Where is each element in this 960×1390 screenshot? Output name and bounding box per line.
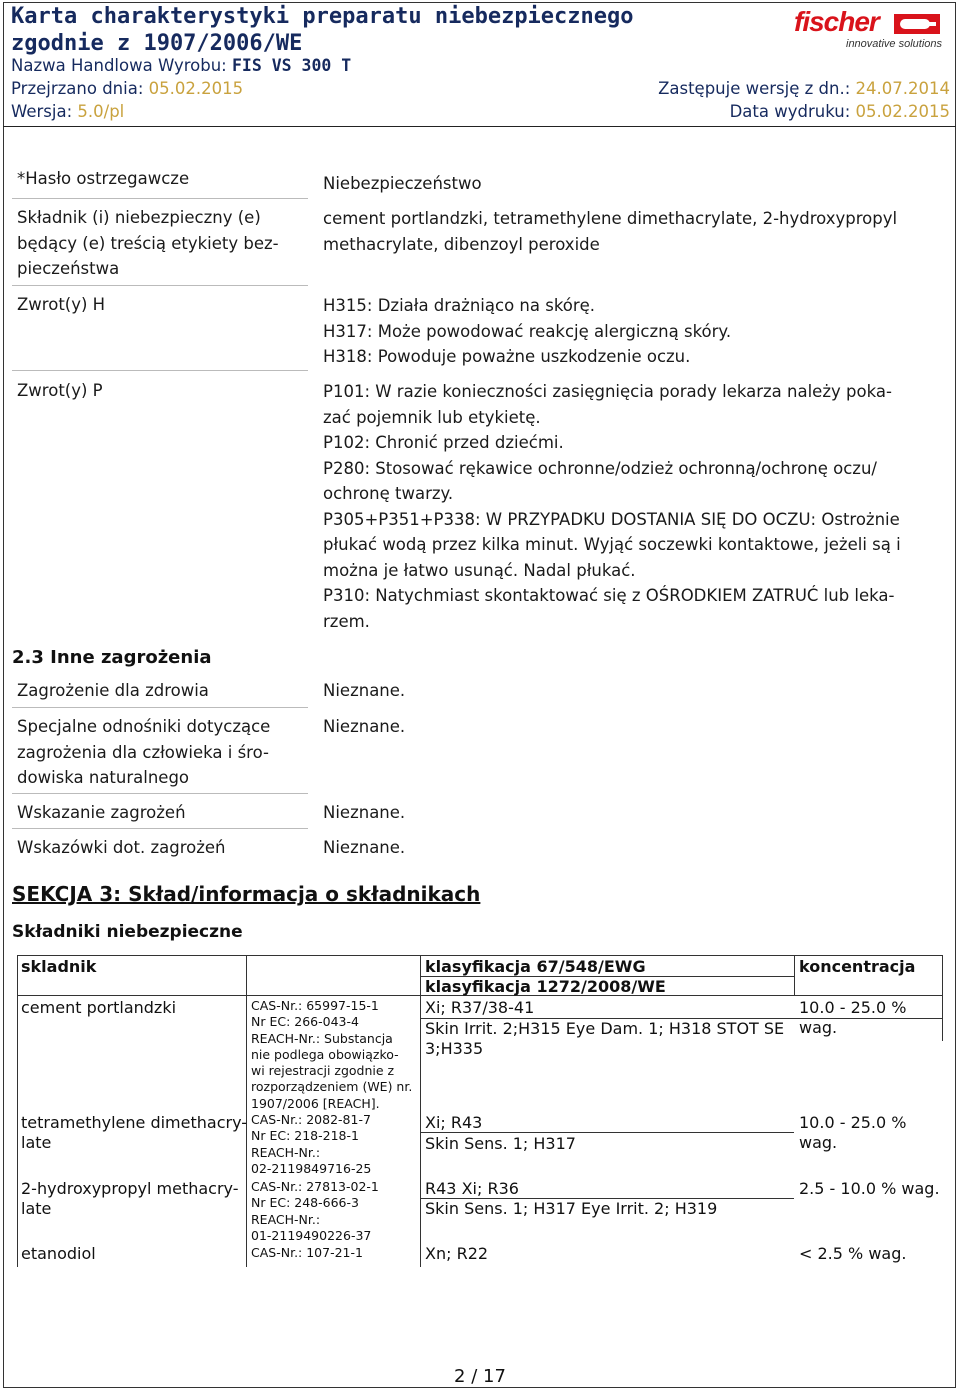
table-border [794,955,795,995]
divider [12,198,308,199]
table-border [17,955,18,1267]
logo-wordmark: fischer [794,6,879,37]
p-statement: P310: Natychmiast skontaktować się z OŚRODKIEM ZATRUĆ lub leka- [323,586,895,605]
trade-name-label: Nazwa Handlowa Wyrobu: [11,56,227,75]
replaces-version [658,79,950,98]
conc-line: wag. [799,1133,838,1152]
health-hazard-label: Zagrożenie dla zdrowia [17,681,209,700]
p-statement: P101: W razie konieczności zasięgnięcia porady lekarza należy poka- [323,382,892,401]
document-regulation: zgodnie z 1907/2006/WE [11,31,303,56]
page-total: 17 [483,1366,506,1387]
table-border [942,955,943,1041]
logo-tagline: innovative solutions [846,38,943,50]
divider [12,285,308,286]
table-row-class-67: R43 Xi; R36 [425,1179,519,1198]
conc-line: wag. [799,1018,838,1037]
h-statements-label: Zwrot(y) H [17,295,106,314]
p-statement: płukać wodą przez kilka minut. Wyjąć soczewki kontaktowe, jeżeli są i [323,535,901,554]
id-line: Nr EC: 248-666-3 [251,1195,359,1211]
table-border [17,955,943,956]
hazardous-components-value [323,206,948,257]
label-line: dowiska naturalnego [17,768,190,787]
table-row-ids: CAS-Nr.: 107-21-1 [251,1245,363,1260]
hazard-indication-label: Wskazanie zagrożeń [17,803,186,822]
name-line: late [21,1133,52,1152]
h-statement: H315: Działa drażniąco na skórę. [323,296,596,315]
hazardous-components-label [17,205,297,282]
label-line: będący (e) treścią etykiety bez- [17,233,279,253]
label-line: Specjalne odnośniki dotyczące [17,717,271,736]
id-line: CAS-Nr.: 2082-81-7 [251,1112,371,1127]
print-label: Data wydruku: [729,102,851,121]
print-value: 05.02.2015 [855,102,950,121]
table-row-class-1272: Skin Sens. 1; H317 Eye Irrit. 2; H319 [425,1199,718,1218]
signal-word-value: Niebezpieczeństwo [323,174,482,193]
conc-line: 10.0 - 25.0 % [799,998,907,1017]
table-row-concentration: < 2.5 % wag. [799,1244,907,1263]
version-label: Wersja: [11,102,73,121]
p-statement: zać pojemnik lub etykietę. [323,407,541,427]
reviewed-value: 05.02.2015 [148,79,244,98]
table-border [420,955,421,1267]
header-concentration: koncentracja [799,957,916,976]
logo-dowel-icon [894,14,940,34]
trade-name [11,56,351,75]
section3-heading: SEKCJA 3: Skład/informacja o składnikach [12,882,481,906]
version-value: 5.0/pl [77,102,125,121]
name-line: tetramethylene dimethacry- [21,1113,248,1132]
table-border [246,955,247,1267]
class-line: 3;H335 [425,1039,484,1058]
header-class-1272: klasyfikacja 1272/2008/WE [425,977,666,996]
section3-subheading: Składniki niebezpieczne [12,922,243,942]
id-line: REACH-Nr.: [251,1144,321,1160]
replaces-label: Zastępuje wersję z dn.: [658,79,851,98]
special-notes-value: Nieznane. [323,717,406,736]
page-number [0,1366,960,1387]
id-line: REACH-Nr.: [251,1211,321,1227]
p-statements-label: Zwrot(y) P [17,381,103,400]
h-statements [323,293,948,370]
divider [12,828,308,829]
table-row-name [21,1113,247,1153]
p-statement: można je łatwo usunąć. Nadal płukać. [323,560,636,580]
id-line: CAS-Nr.: 27813-02-1 [251,1179,379,1194]
special-notes-label [17,714,297,791]
replaces-value: 24.07.2014 [855,79,950,98]
table-row-concentration: 2.5 - 10.0 % wag. [799,1179,940,1198]
document-title: Karta charakterystyki preparatu niebezpiecznego [11,4,634,29]
table-row-class-67: Xi; R43 [425,1113,483,1132]
signal-word-label: *Hasło ostrzegawcze [17,169,190,188]
p-statements [323,379,948,634]
id-line: rozporządzeniem (WE) nr. [251,1079,413,1095]
p-statement: P305+P351+P338: W PRZYPADKU DOSTANIA SIĘ DO OCZU: Ostrożnie [323,509,900,529]
label-line: zagrożenia dla człowieka i śro- [17,742,269,762]
fischer-logo [794,6,944,52]
table-row-class-67: Xi; R37/38-41 [425,998,535,1017]
page-separator: / [471,1366,478,1387]
print-date [730,102,950,121]
table-row-name: etanodiol [21,1244,96,1263]
table-row-class-1272 [425,1019,790,1059]
document-header [3,2,956,127]
name-line: late [21,1199,52,1218]
id-line: 1907/2006 [REACH]. [251,1095,380,1111]
value-line: methacrylate, dibenzoyl peroxide [323,234,600,254]
id-line: nie podlega obowiązko- [251,1046,399,1062]
table-row-ids [251,1112,371,1177]
version [11,102,124,121]
class-line: Skin Irrit. 2;H315 Eye Dam. 1; H318 STOT SE [425,1019,785,1038]
id-line: 01-2119490226-37 [251,1227,372,1243]
hazard-indication-value: Nieznane. [323,803,406,822]
p-statement: rzem. [323,611,370,631]
id-line: wi rejestracji zgodnie z [251,1063,395,1079]
hazard-notes-label: Wskazówki dot. zagrożeń [17,838,226,857]
name-line: 2-hydroxypropyl methacry- [21,1179,239,1198]
table-border [420,1132,794,1133]
id-line: Nr EC: 266-043-4 [251,1014,359,1030]
divider [12,370,308,371]
value-line: cement portlandzki, tetramethylene dimethacrylate, 2-hydroxypropyl [323,209,898,228]
h-statement: H318: Powoduje poważne uszkodzenie oczu. [323,347,691,366]
reviewed-date [11,79,243,98]
p-statement: P102: Chronić przed dziećmi. [323,433,564,452]
table-row-ids [251,1179,379,1244]
hazardous-components-table [17,955,943,1267]
id-line: REACH-Nr.: Substancja [251,1030,393,1046]
trade-name-value: FIS VS 300 T [232,56,352,75]
p-statement: ochronę twarzy. [323,484,454,503]
table-row-name: cement portlandzki [21,998,177,1017]
label-line: pieczeństwa [17,259,120,278]
table-row-name [21,1179,239,1219]
other-hazards-heading: 2.3 Inne zagrożenia [12,647,212,668]
header-component: skladnik [21,957,97,976]
health-hazard-value: Nieznane. [323,681,406,700]
divider [12,707,308,708]
label-line: Składnik (i) niebezpieczny (e) [17,208,261,227]
divider [12,793,308,794]
table-row-ids [251,998,412,1112]
table-row-concentration [799,1113,906,1153]
p-statement: P280: Stosować rękawice ochronne/odzież ochronną/ochronę oczu/ [323,458,877,478]
id-line: Nr EC: 218-218-1 [251,1128,359,1144]
page-current: 2 [454,1366,466,1387]
h-statement: H317: Może powodować reakcję alergiczną skóry. [323,321,732,341]
conc-line: 10.0 - 25.0 % [799,1113,907,1132]
id-line: 02-2119849716-25 [251,1160,372,1176]
table-row-class-67: Xn; R22 [425,1244,489,1263]
reviewed-label: Przejrzano dnia: [11,79,144,98]
table-row-concentration [799,998,906,1038]
hazard-notes-value: Nieznane. [323,838,406,857]
header-class-67: klasyfikacja 67/548/EWG [425,957,646,976]
id-line: CAS-Nr.: 65997-15-1 [251,998,379,1013]
table-row-class-1272: Skin Sens. 1; H317 [425,1134,576,1153]
